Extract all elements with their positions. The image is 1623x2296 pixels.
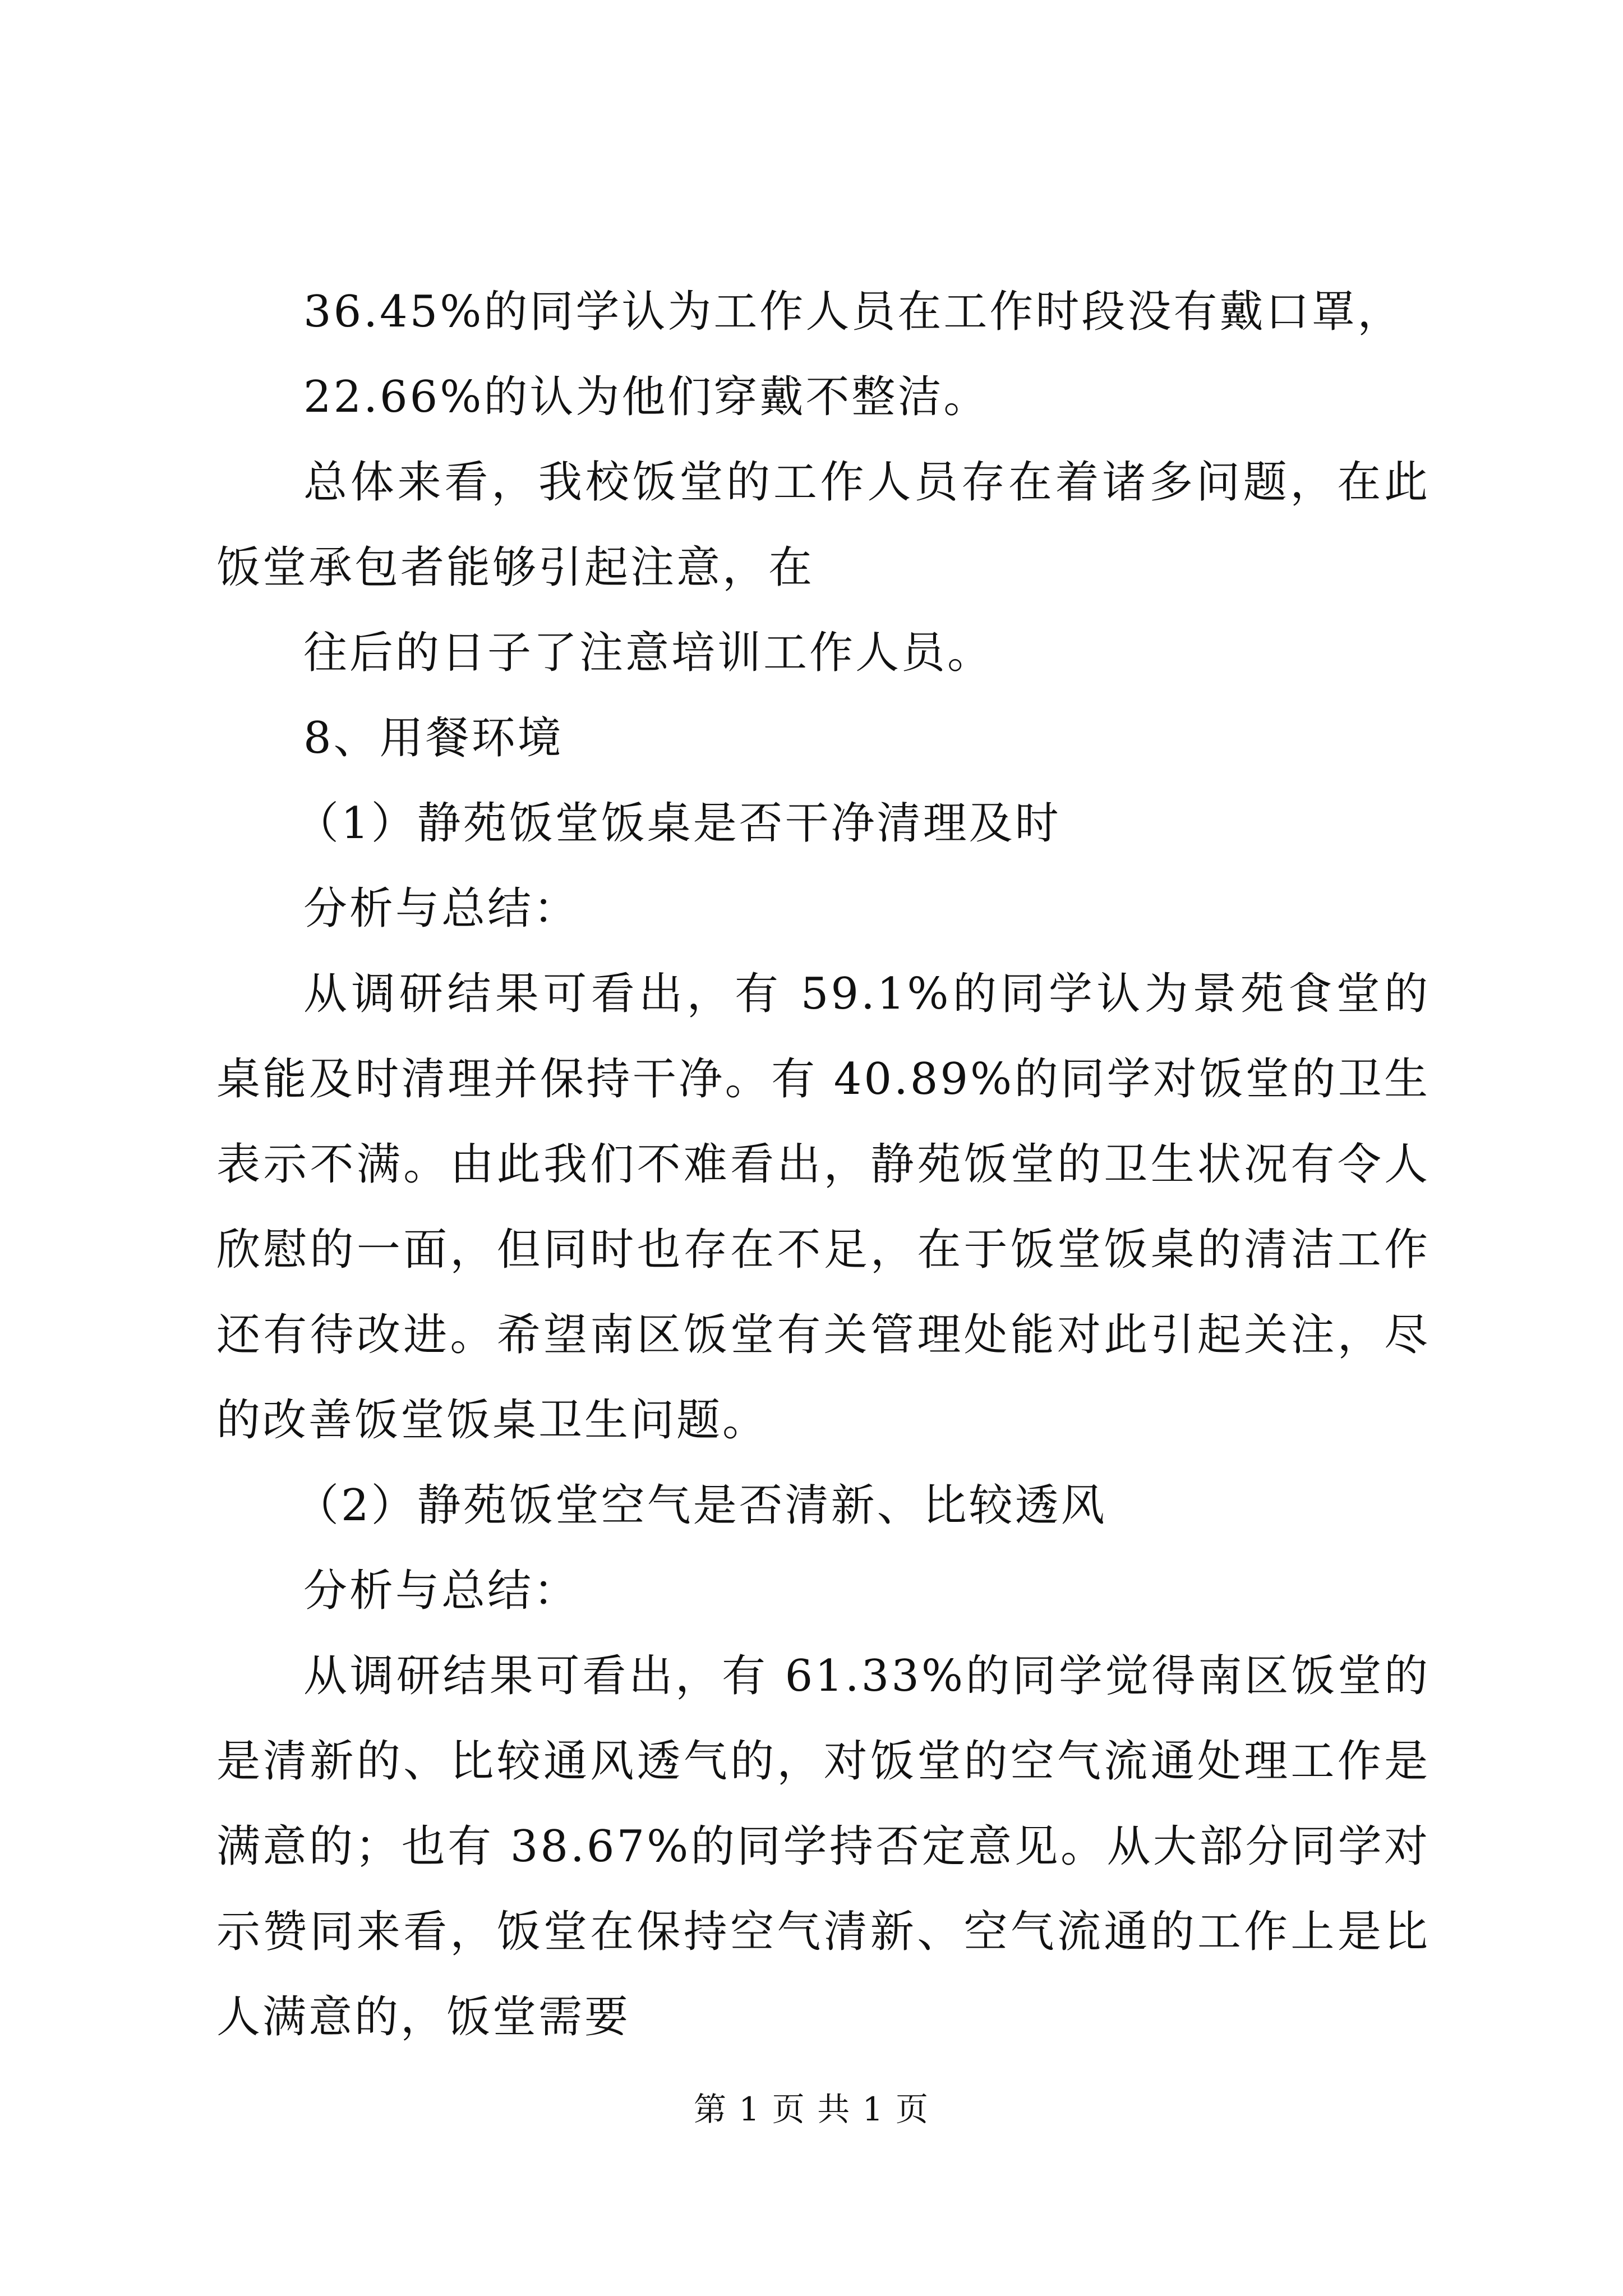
paragraph-line: 的改善饭堂饭桌卫生问题。 — [216, 1395, 769, 1446]
paragraph-line: 从调研结果可看出，有 59.1%的同学认为景苑食堂的 — [303, 969, 1430, 1019]
paragraph-line: 满意的；也有 38.67%的同学持否定意见。从大部分同学对 — [216, 1821, 1430, 1872]
paragraph-line: 欣慰的一面，但同时也存在不足，在于饭堂饭桌的清洁工作 — [216, 1225, 1430, 1275]
paragraph-line: 往后的日子了注意培训工作人员。 — [303, 628, 994, 678]
section-heading: 8、用餐环境 — [303, 713, 564, 763]
paragraph-line: 示赞同来看，饭堂在保持空气清新、空气流通的工作上是比 — [216, 1907, 1430, 1957]
paragraph-line: 人满意的，饭堂需要 — [216, 1992, 631, 2042]
paragraph-line: 饭堂承包者能够引起注意，在 — [216, 542, 815, 593]
analysis-label: 分析与总结： — [303, 1566, 580, 1616]
document-body — [216, 269, 1430, 2060]
paragraph-line: 从调研结果可看出，有 61.33%的同学觉得南区饭堂的 — [303, 1651, 1430, 1701]
subsection-heading: （2）静苑饭堂空气是否清新、比较透风 — [295, 1480, 1107, 1531]
paragraph-line: 表示不满。由此我们不难看出，静苑饭堂的卫生状况有令人 — [216, 1139, 1430, 1190]
paragraph-line: 还有待改进。希望南区饭堂有关管理处能对此引起关注，尽 — [216, 1310, 1430, 1360]
analysis-label: 分析与总结： — [303, 884, 580, 934]
paragraph-line: 总体来看，我校饭堂的工作人员存在着诸多问题，在此 — [303, 457, 1430, 508]
paragraph-line: 36.45%的同学认为工作人员在工作时段没有戴口罩， — [303, 287, 1404, 337]
paragraph-line: 桌能及时清理并保持干净。有 40.89%的同学对饭堂的卫生 — [216, 1054, 1430, 1105]
paragraph-line: 是清新的、比较通风透气的，对饭堂的空气流通处理工作是 — [216, 1736, 1430, 1787]
paragraph-line: 22.66%的认为他们穿戴不整洁。 — [303, 372, 990, 422]
page-number-footer: 第 1 页 共 1 页 — [694, 2090, 929, 2128]
subsection-heading: （1）静苑饭堂饭桌是否干净清理及时 — [295, 798, 1061, 849]
